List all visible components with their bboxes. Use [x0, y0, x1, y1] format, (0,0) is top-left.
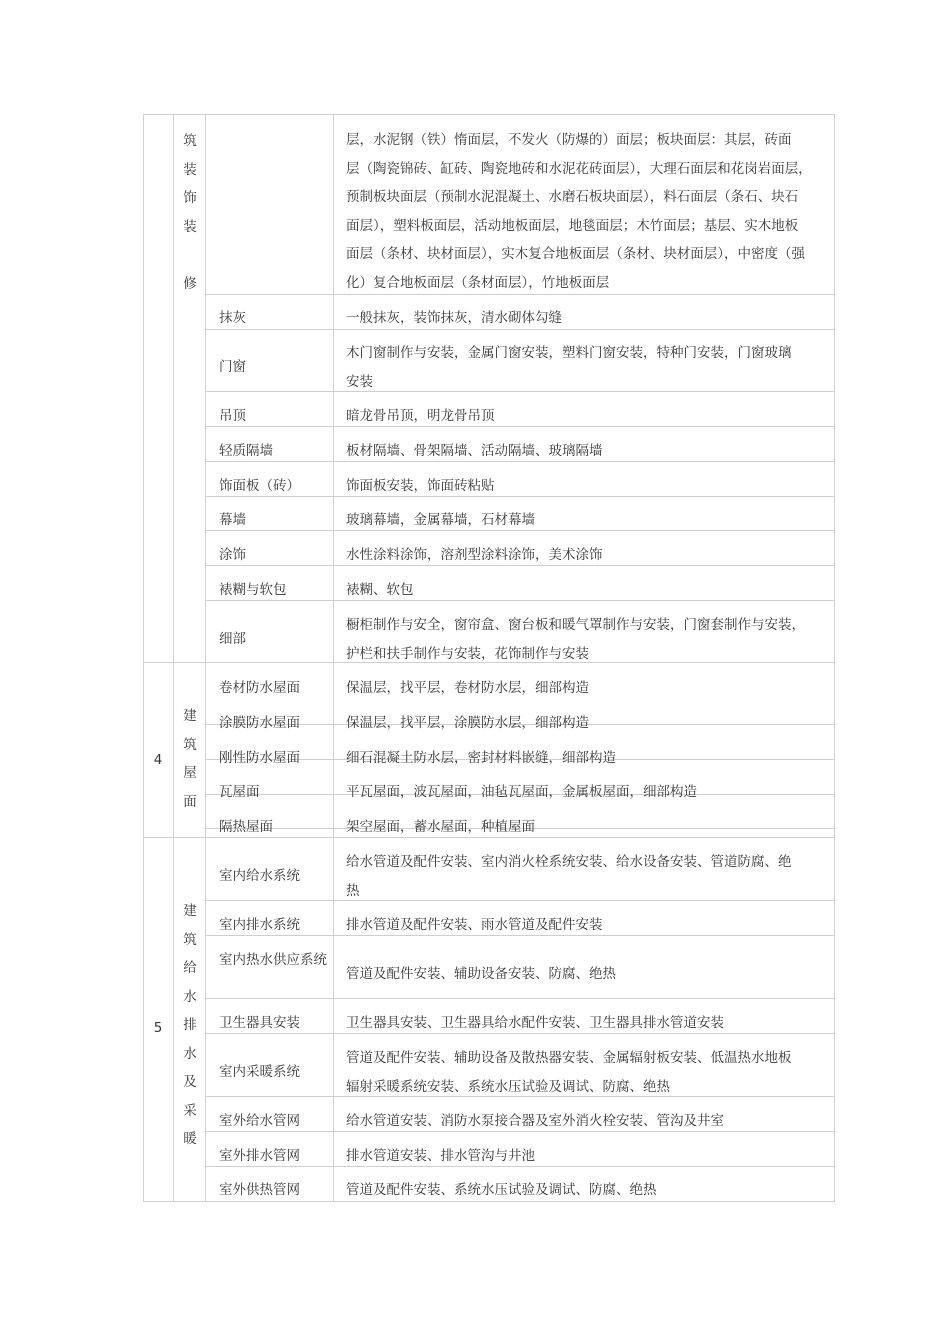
content-line: 化）复合地板面层（条材面层），竹地板面层	[346, 274, 610, 291]
content-line: 裱糊、软包	[346, 582, 414, 598]
content-line: 护栏和扶手制作与安装，花饰制作与安装	[346, 645, 589, 662]
subitem-name: 细部	[219, 631, 246, 647]
subitem-name: 门窗	[219, 359, 246, 375]
content-line: 管道及配件安装、系统水压试验及调试、防腐、绝热	[346, 1182, 657, 1198]
subitem-name: 室内排水系统	[219, 917, 300, 933]
subitem-name: 隔热屋面	[219, 819, 273, 835]
section-category-label	[174, 127, 206, 298]
row-content	[346, 960, 616, 989]
content-line: 管道及配件安装、辅助设备及散热器安装、金属辐射板安装、低温热水地板	[346, 1050, 792, 1066]
category-char	[174, 241, 206, 270]
row-content	[346, 576, 414, 605]
category-char: 建	[183, 708, 197, 724]
category-char: 装	[183, 161, 197, 178]
subitem-name: 轻质隔墙	[219, 443, 273, 459]
row-content	[346, 611, 805, 668]
row-content	[346, 506, 535, 535]
subitem-name: 幕墙	[219, 512, 246, 528]
section-number: 5	[153, 1020, 163, 1036]
row-content	[346, 778, 697, 807]
subitem-name: 室内采暖系统	[219, 1064, 300, 1080]
row-content	[346, 813, 535, 842]
row-content	[346, 744, 616, 773]
content-line: 水性涂料涂饰，溶剂型涂料涂饰，美术涂饰	[346, 547, 603, 563]
subitem-name: 涂饰	[219, 547, 246, 563]
subitem-name: 室外给水管网	[219, 1113, 300, 1129]
content-line: 细石混凝土防水层，密封材料嵌缝，细部构造	[346, 750, 616, 766]
content-line: 辐射采暖系统安装、系统水压试验及调试、防腐、绝热	[346, 1078, 670, 1095]
content-line: 排水管道及配件安装、雨水管道及配件安装	[346, 917, 603, 933]
row-divider	[205, 600, 835, 601]
subitem-name: 卫生器具安装	[219, 1015, 300, 1031]
subitem-name: 饰面板（砖）	[219, 478, 300, 494]
content-line: 卫生器具安装、卫生器具给水配件安装、卫生器具排水管道安装	[346, 1015, 724, 1031]
content-line: 层（陶瓷锦砖、缸砖、陶瓷地砖和水泥花砖面层），大理石面层和花岗岩面层，	[346, 160, 812, 177]
category-char: 水	[183, 1045, 197, 1062]
row-content	[346, 1009, 724, 1038]
category-char: 建	[183, 903, 197, 919]
content-line: 面层（条材、块材面层），实木复合地板面层（条材、块材面层），中密度（强	[346, 246, 805, 262]
row-content	[346, 1142, 535, 1171]
subitem-name: 裱糊与软包	[219, 582, 287, 598]
category-char: 水	[183, 988, 197, 1005]
content-line: 玻璃幕墙，金属幕墙，石材幕墙	[346, 512, 535, 528]
row-content	[346, 541, 603, 570]
row-content	[346, 1044, 792, 1101]
row-divider	[205, 426, 835, 427]
content-line: 安装	[346, 373, 373, 390]
subitem-name: 室内给水系统	[219, 868, 300, 884]
content-line: 饰面板安装，饰面砖粘贴	[346, 478, 495, 494]
category-char: 暖	[183, 1131, 197, 1147]
table-border-top	[143, 114, 835, 115]
table-border-left	[143, 114, 144, 1202]
content-line: 面层），塑料板面层，活动地板面层，地毯面层；木竹面层；基层、实木地板	[346, 217, 799, 234]
content-line: 架空屋面，蓄水屋面，种植屋面	[346, 819, 535, 835]
subitem-name: 室外排水管网	[219, 1148, 300, 1164]
content-line: 排水管道安装、排水管沟与井池	[346, 1148, 535, 1164]
content-line: 预制板块面层（预制水泥混凝土、水磨石板块面层），料石面层（条石、块石	[346, 189, 799, 205]
category-char: 筑	[183, 133, 197, 149]
subitem-name: 瓦屋面	[219, 784, 260, 800]
row-content	[346, 911, 603, 940]
category-char: 屋	[183, 765, 197, 781]
content-line: 橱柜制作与安全，窗帘盒、窗台板和暖气罩制作与安装，门窗套制作与安装，	[346, 617, 805, 633]
row-content	[346, 472, 495, 501]
content-line: 一般抹灰，装饰抹灰，清水砌体勾缝	[346, 310, 562, 326]
content-line: 保温层，找平层，涂膜防水层，细部构造	[346, 715, 589, 731]
content-line: 木门窗制作与安装，金属门窗安装，塑料门窗安装，特种门安装，门窗玻璃	[346, 345, 792, 361]
category-char: 筑	[183, 931, 197, 948]
section-category-label	[174, 897, 206, 1154]
category-char: 饰	[183, 190, 197, 206]
content-line: 热	[346, 882, 360, 899]
subitem-name: 刚性防水屋面	[219, 750, 300, 766]
category-char: 装	[183, 218, 197, 235]
content-line: 平瓦屋面，波瓦屋面，油毡瓦屋面，金属板屋面，细部构造	[346, 784, 697, 800]
subitem-name: 涂膜防水屋面	[219, 715, 300, 731]
table-border-right	[834, 114, 835, 1202]
content-line: 管道及配件安装、辅助设备安装、防腐、绝热	[346, 966, 616, 982]
row-content	[346, 1176, 657, 1205]
category-char: 筑	[183, 736, 197, 753]
subitem-name: 抹灰	[219, 310, 246, 326]
section-category-label	[174, 702, 206, 816]
category-char: 采	[183, 1102, 197, 1119]
row-content	[346, 674, 589, 703]
section-number: 4	[153, 752, 163, 768]
row-content	[346, 1107, 724, 1136]
row-content	[346, 126, 812, 297]
content-line: 板材隔墙、骨架隔墙、活动隔墙、玻璃隔墙	[346, 443, 603, 459]
content-line: 层，水泥钢（铁）惰面层，不发火（防爆的）面层；板块面层：其层，砖面	[346, 132, 792, 148]
category-char: 给	[183, 960, 197, 976]
construction-items-table	[143, 114, 835, 1202]
content-line: 暗龙骨吊顶，明龙骨吊顶	[346, 408, 495, 424]
content-line: 保温层，找平层，卷材防水层，细部构造	[346, 680, 589, 696]
column-divider-name	[333, 114, 334, 1202]
category-char: 排	[183, 1017, 197, 1033]
subitem-name: 吊顶	[219, 408, 246, 424]
row-content	[346, 339, 792, 396]
content-line: 给水管道及配件安装、室内消火栓系统安装、给水设备安装、管道防腐、绝	[346, 854, 792, 870]
row-divider	[205, 998, 835, 999]
category-char: 及	[183, 1074, 197, 1090]
row-content	[346, 709, 589, 738]
row-content	[346, 402, 495, 431]
category-char: 修	[183, 275, 197, 292]
subitem-name: 卷材防水屋面	[219, 680, 300, 696]
subitem-name: 室外供热管网	[219, 1182, 300, 1198]
category-char: 面	[183, 793, 197, 810]
content-line: 给水管道安装、消防水泵接合器及室外消火栓安装、管沟及井室	[346, 1113, 724, 1129]
row-content	[346, 304, 562, 333]
row-content	[346, 437, 603, 466]
row-content	[346, 848, 792, 905]
subitem-name: 室内热水供应系统	[219, 952, 327, 968]
